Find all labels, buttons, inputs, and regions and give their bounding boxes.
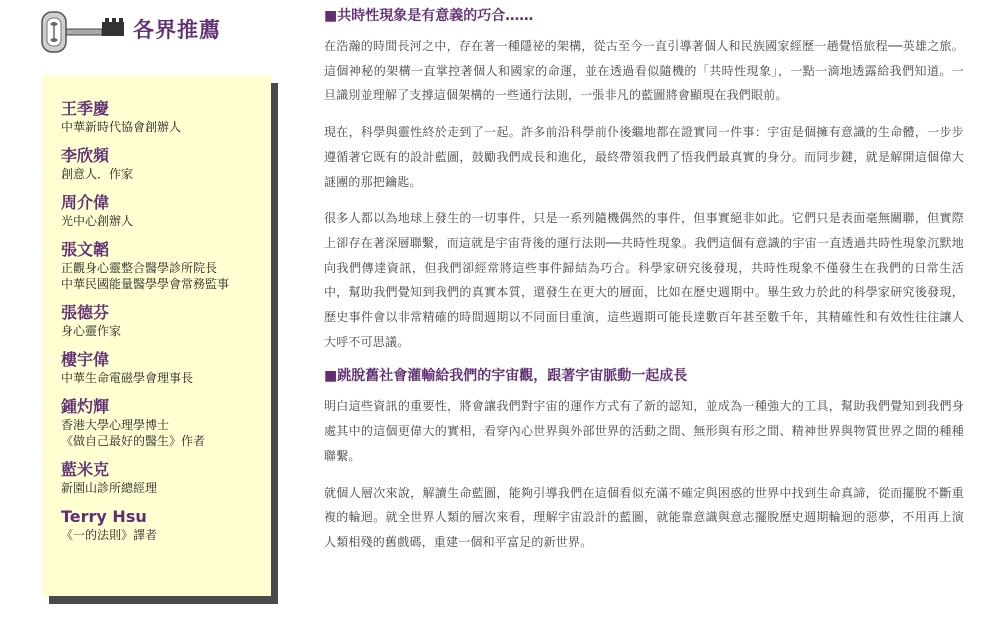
section-title: 各界推薦 [133,17,221,42]
recommender-title: 身心靈作家 [61,324,122,338]
recommender-item [61,99,271,135]
recommender-item [61,507,271,543]
recommender-title: 中華生命電磁學會理事長 [61,371,194,385]
recommender-title: 香港大學心理學博士 [61,418,170,432]
recommender-name: 鍾灼輝 [61,397,110,416]
recommender-title: 光中心創辦人 [61,214,134,228]
article-heading-1: ■共時性現象是有意義的巧合…… [324,8,534,24]
recommender-item [61,240,271,292]
section-header [40,8,280,54]
article-paragraph: 在浩瀚的時間長河之中，存在著一種隱祕的架構，從古至今一直引導著個人和民族國家經歷一趟覺悟旅程──英雄之旅。這個神秘的架構一直掌控著個人和國家的命運，並在透過看似隨機的「共時性現象」，一點一滴地透露給我們知道。一旦識別並理解了支撐這個架構的一些通行法則，一張非凡的藍圖將會顯現在我們眼前。 [324,39,964,103]
recommender-item [61,350,271,386]
recommender-item [61,146,271,182]
recommender-title: 中華民國能量醫學學會常務監事 [61,277,230,291]
recommender-item [61,193,271,229]
recommender-title: 《一的法則》譯者 [61,528,158,542]
recommender-title: 新園山診所總經理 [61,481,158,495]
recommender-panel [42,75,271,596]
key-icon [40,8,126,54]
recommender-name: 張德芬 [61,303,110,322]
article-paragraph: 就個人層次來說，解讀生命藍圖，能夠引導我們在這個看似充滿不確定與困惑的世界中找到生命真諦，從而擺脫不斷重複的輪迴。就全世界人類的層次來看，理解宇宙設計的藍圖，就能靠意識與意志擺脫歷史週期輪迴的惡夢，不用再上演人類相殘的舊戲碼，重建一個和平富足的新世界。 [324,485,964,549]
article-heading-2: ■跳脫舊社會灌輸給我們的宇宙觀，跟著宇宙脈動一起成長 [324,368,688,385]
recommender-name: Terry Hsu [61,507,147,526]
recommender-name: 李欣頻 [61,146,110,165]
recommender-title: 正觀身心靈整合醫學診所院長 [61,261,218,275]
recommender-title: 《做自己最好的醫生》作者 [61,434,206,448]
recommender-name: 樓宇偉 [61,350,110,369]
article-paragraph: 很多人都以為地球上發生的一切事件，只是一系列隨機偶然的事件，但事實絕非如此。它們只是表面毫無關聯，但實際上卻存在著深層聯繫，而這就是宇宙背後的運行法則──共時性現象。我們這個有意識的宇宙一直透過共時性現象沉默地向我們傳達資訊，但我們卻經常將這些事件歸結為巧合。科學家研究後發現，共時性現象不僅發生在我們的日常生活中，幫助我們覺知到我們的真實本質，還發生在更大的層面，比如在歷史週期中。畢生致力於此的科學家研究後發現，歷史事件會以非常精確的時間週期以不同面目重演，這些週期可能長達數百年甚至數千年，其精確性和有效性往往讓人大呼不可思議。 [324,211,964,349]
recommender-item [61,303,271,339]
recommender-name: 張文韜 [61,240,110,259]
recommender-title: 創意人．作家 [61,167,134,181]
article-paragraph: 明白這些資訊的重要性，將會讓我們對宇宙的運作方式有了新的認知，並成為一種強大的工具，幫助我們覺知到我們身處其中的這個更偉大的實相，看穿內心世界與外部世界的活動之間、無形與有形之間、精神世界與物質世界之間的種種聯繫。 [324,399,964,463]
recommender-name: 周介偉 [61,193,110,212]
recommender-item [61,460,271,496]
recommender-item [61,397,271,449]
recommender-name: 藍米克 [61,460,110,479]
article [324,6,964,567]
article-paragraph: 現在，科學與靈性終於走到了一起。許多前沿科學前仆後繼地都在證實同一件事：宇宙是個擁有意識的生命體，一步步遵循著它既有的設計藍圖，鼓勵我們成長和進化，最終帶領我們了悟我們最真實的身分。而同步鍵，就是解開這個偉大謎團的那把鑰匙。 [324,125,964,189]
recommender-name: 王季慶 [61,99,110,118]
recommender-title: 中華新時代協會創辦人 [61,120,182,134]
